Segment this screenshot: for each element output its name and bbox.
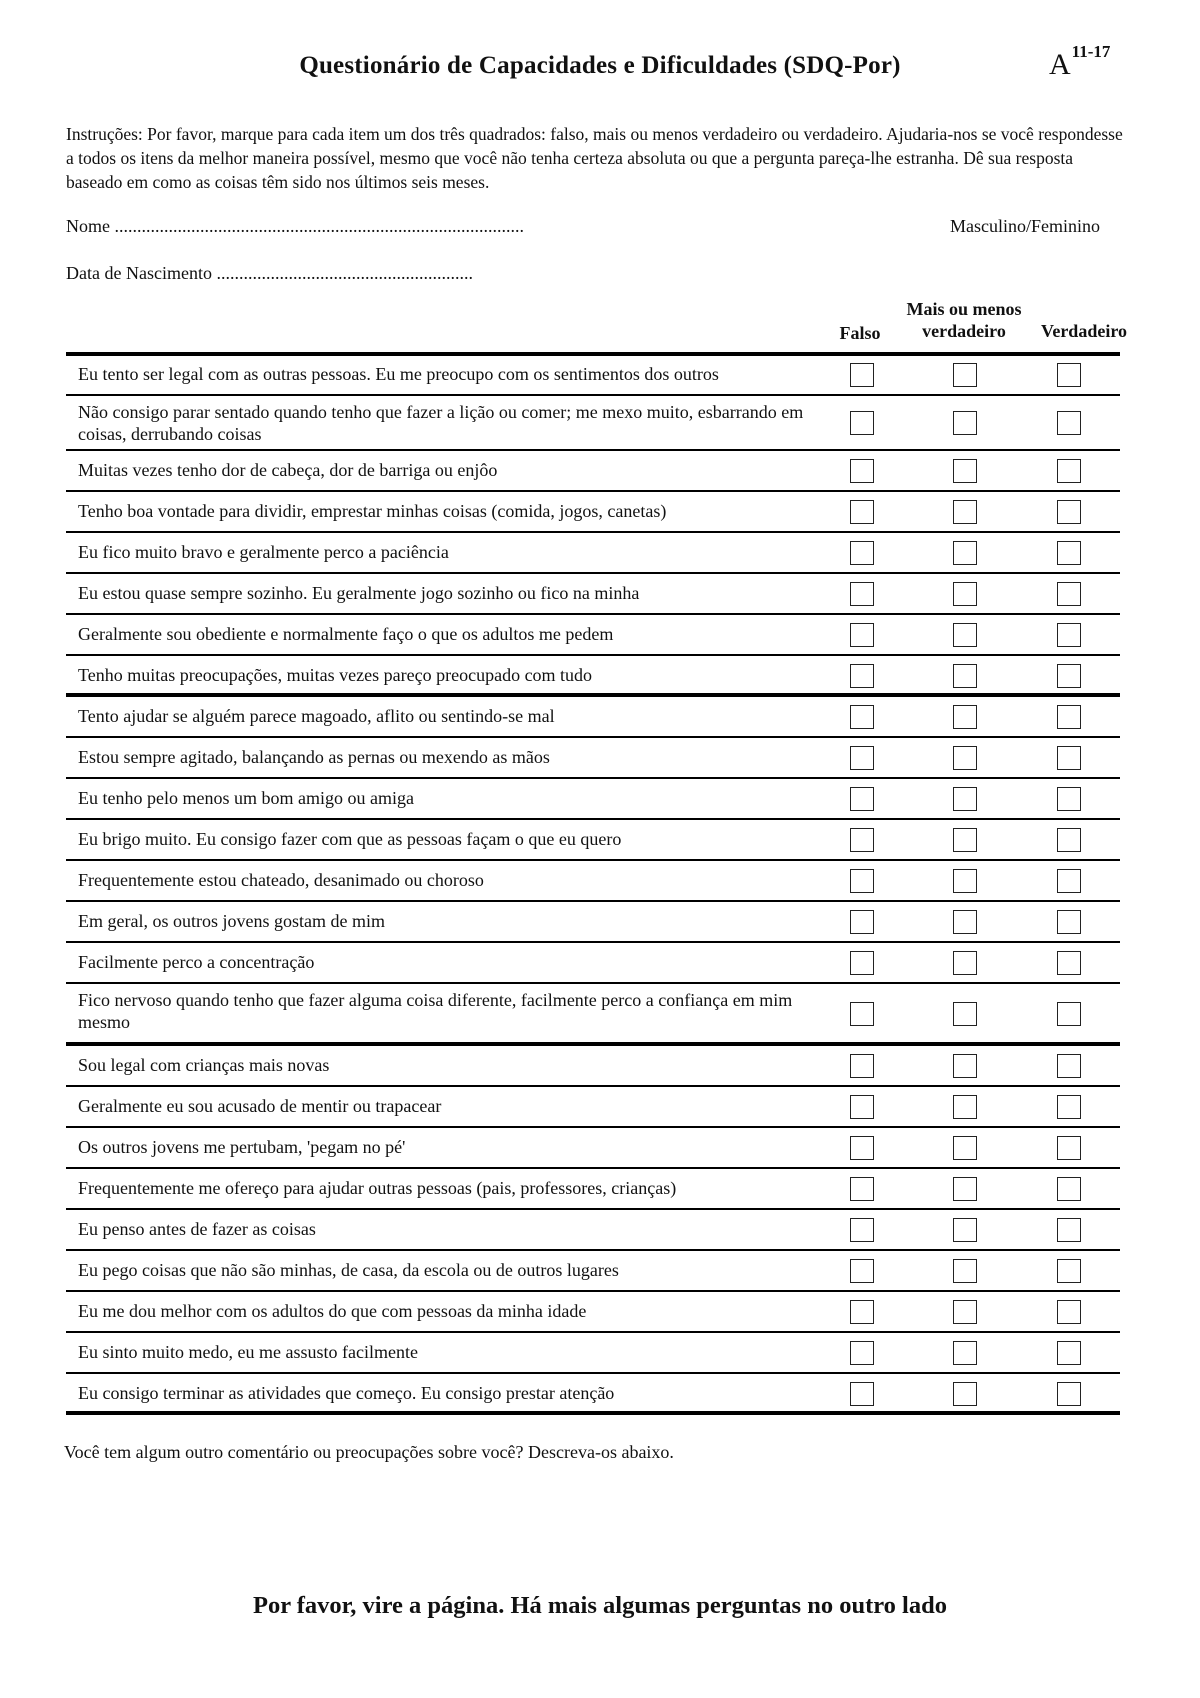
checkbox-verdadeiro[interactable] xyxy=(1057,1341,1081,1365)
item-text: Eu fico muito bravo e geralmente perco a paciência xyxy=(78,541,449,562)
item-text: Eu sinto muito medo, eu me assusto facilmente xyxy=(78,1341,418,1362)
form-code xyxy=(1049,42,1111,82)
column-header-verdadeiro: Verdadeiro xyxy=(1040,321,1127,341)
item-text: Tento ajudar se alguém parece magoado, aflito ou sentindo-se mal xyxy=(78,705,555,726)
checkbox-falso[interactable] xyxy=(850,1136,874,1160)
column-header-mais-line2: verdadeiro xyxy=(922,321,1006,341)
checkbox-falso[interactable] xyxy=(850,1382,874,1406)
checkbox-falso[interactable] xyxy=(850,459,874,483)
checkbox-mais-ou-menos[interactable] xyxy=(953,1095,977,1119)
checkbox-mais-ou-menos[interactable] xyxy=(953,1341,977,1365)
checkbox-falso[interactable] xyxy=(850,1095,874,1119)
birthdate-field[interactable]: Data de Nascimento ......................................................... xyxy=(66,263,473,283)
item-text: Eu penso antes de fazer as coisas xyxy=(78,1218,316,1239)
checkbox-mais-ou-menos[interactable] xyxy=(953,459,977,483)
item-text: Não consigo parar sentado quando tenho que fazer a lição ou comer; me mexo muito, esbarrando em coisas, derrubando coisas xyxy=(78,402,804,444)
checkbox-mais-ou-menos[interactable] xyxy=(953,582,977,606)
checkbox-falso[interactable] xyxy=(850,787,874,811)
checkbox-mais-ou-menos[interactable] xyxy=(953,363,977,387)
section-divider xyxy=(66,1042,1120,1046)
checkbox-verdadeiro[interactable] xyxy=(1057,951,1081,975)
checkbox-mais-ou-menos[interactable] xyxy=(953,910,977,934)
checkbox-verdadeiro[interactable] xyxy=(1057,1300,1081,1324)
row-divider xyxy=(66,1331,1120,1333)
checkbox-mais-ou-menos[interactable] xyxy=(953,787,977,811)
checkbox-mais-ou-menos[interactable] xyxy=(953,869,977,893)
checkbox-mais-ou-menos[interactable] xyxy=(953,746,977,770)
row-divider xyxy=(66,982,1120,984)
checkbox-mais-ou-menos[interactable] xyxy=(953,1259,977,1283)
checkbox-verdadeiro[interactable] xyxy=(1057,664,1081,688)
checkbox-mais-ou-menos[interactable] xyxy=(953,623,977,647)
checkbox-verdadeiro[interactable] xyxy=(1057,869,1081,893)
checkbox-mais-ou-menos[interactable] xyxy=(953,1218,977,1242)
item-text: Eu estou quase sempre sozinho. Eu geralmente jogo sozinho ou fico na minha xyxy=(78,582,640,603)
item-text: Tenho boa vontade para dividir, emprestar minhas coisas (comida, jogos, canetas) xyxy=(78,500,667,521)
row-divider xyxy=(66,613,1120,615)
gender-field[interactable]: Masculino/Feminino xyxy=(950,216,1100,236)
column-header-mais-line1: Mais ou menos xyxy=(906,299,1022,319)
checkbox-mais-ou-menos[interactable] xyxy=(953,411,977,435)
checkbox-verdadeiro[interactable] xyxy=(1057,1002,1081,1026)
row-divider xyxy=(66,859,1120,861)
checkbox-verdadeiro[interactable] xyxy=(1057,1054,1081,1078)
checkbox-falso[interactable] xyxy=(850,411,874,435)
row-divider xyxy=(66,531,1120,533)
item-text: Sou legal com crianças mais novas xyxy=(78,1054,330,1075)
checkbox-falso[interactable] xyxy=(850,951,874,975)
checkbox-falso[interactable] xyxy=(850,582,874,606)
checkbox-verdadeiro[interactable] xyxy=(1057,363,1081,387)
item-text: Geralmente eu sou acusado de mentir ou trapacear xyxy=(78,1095,442,1116)
checkbox-falso[interactable] xyxy=(850,746,874,770)
row-divider xyxy=(66,490,1120,492)
item-text: Frequentemente me ofereço para ajudar outras pessoas (pais, professores, crianças) xyxy=(78,1177,677,1198)
checkbox-mais-ou-menos[interactable] xyxy=(953,1177,977,1201)
table-top-rule xyxy=(66,352,1120,356)
item-text: Muitas vezes tenho dor de cabeça, dor de barriga ou enjôo xyxy=(78,459,498,480)
checkbox-falso[interactable] xyxy=(850,1002,874,1026)
form-age-range: 11-17 xyxy=(1071,42,1111,61)
item-text: Facilmente perco a concentração xyxy=(78,951,315,972)
name-field[interactable]: Nome ........................................................................................... xyxy=(66,216,524,236)
item-text: Eu me dou melhor com os adultos do que com pessoas da minha idade xyxy=(78,1300,587,1321)
checkbox-falso[interactable] xyxy=(850,1177,874,1201)
row-divider xyxy=(66,736,1120,738)
checkbox-falso[interactable] xyxy=(850,1054,874,1078)
checkbox-falso[interactable] xyxy=(850,623,874,647)
checkbox-verdadeiro[interactable] xyxy=(1057,787,1081,811)
section-divider xyxy=(66,693,1120,697)
checkbox-verdadeiro[interactable] xyxy=(1057,1218,1081,1242)
section-divider xyxy=(66,1411,1120,1415)
checkbox-verdadeiro[interactable] xyxy=(1057,746,1081,770)
checkbox-falso[interactable] xyxy=(850,705,874,729)
row-divider xyxy=(66,1372,1120,1374)
checkbox-verdadeiro[interactable] xyxy=(1057,1095,1081,1119)
row-divider xyxy=(66,777,1120,779)
checkbox-falso[interactable] xyxy=(850,363,874,387)
form-letter: A xyxy=(1049,48,1071,81)
checkbox-mais-ou-menos[interactable] xyxy=(953,1382,977,1406)
row-divider xyxy=(66,449,1120,451)
row-divider xyxy=(66,1126,1120,1128)
checkbox-verdadeiro[interactable] xyxy=(1057,1382,1081,1406)
checkbox-verdadeiro[interactable] xyxy=(1057,828,1081,852)
item-text: Estou sempre agitado, balançando as pernas ou mexendo as mãos xyxy=(78,746,550,767)
checkbox-mais-ou-menos[interactable] xyxy=(953,1054,977,1078)
item-text: Eu tenho pelo menos um bom amigo ou amiga xyxy=(78,787,414,808)
item-text: Geralmente sou obediente e normalmente faço o que os adultos me pedem xyxy=(78,623,614,644)
column-header-mais-ou-menos xyxy=(894,298,1034,342)
checkbox-falso[interactable] xyxy=(850,910,874,934)
row-divider xyxy=(66,900,1120,902)
checkbox-verdadeiro[interactable] xyxy=(1057,411,1081,435)
row-divider xyxy=(66,1208,1120,1210)
checkbox-falso[interactable] xyxy=(850,1259,874,1283)
checkbox-verdadeiro[interactable] xyxy=(1057,910,1081,934)
item-text: Em geral, os outros jovens gostam de mim xyxy=(78,910,385,931)
checkbox-falso[interactable] xyxy=(850,869,874,893)
checkbox-verdadeiro[interactable] xyxy=(1057,705,1081,729)
page-title: Questionário de Capacidades e Dificuldades (SDQ-Por) xyxy=(299,52,901,79)
item-text: Fico nervoso quando tenho que fazer alguma coisa diferente, facilmente perco a confiança em mim mesmo xyxy=(78,990,793,1032)
instructions: Instruções: Por favor, marque para cada item um dos três quadrados: falso, mais ou menos verdadeiro ou verdadeiro. Ajudaria-nos se você respondesse a todos os itens da melhor maneira possível, mesmo que você não tenha certeza absoluta ou que a pergunta pareça-lhe estranha. Dê sua resposta baseado em como as coisas têm sido nos últimos seis meses. xyxy=(66,124,1123,192)
row-divider xyxy=(66,818,1120,820)
comments-prompt: Você tem algum outro comentário ou preocupações sobre você? Descreva-os abaixo. xyxy=(64,1442,674,1462)
checkbox-falso[interactable] xyxy=(850,1300,874,1324)
item-text: Tenho muitas preocupações, muitas vezes pareço preocupado com tudo xyxy=(78,664,593,685)
column-header-falso: Falso xyxy=(839,323,881,343)
checkbox-verdadeiro[interactable] xyxy=(1057,500,1081,524)
row-divider xyxy=(66,1249,1120,1251)
checkbox-mais-ou-menos[interactable] xyxy=(953,1136,977,1160)
checkbox-verdadeiro[interactable] xyxy=(1057,623,1081,647)
row-divider xyxy=(66,1290,1120,1292)
row-divider xyxy=(66,1085,1120,1087)
checkbox-mais-ou-menos[interactable] xyxy=(953,541,977,565)
item-text: Eu pego coisas que não são minhas, de casa, da escola ou de outros lugares xyxy=(78,1259,619,1280)
checkbox-verdadeiro[interactable] xyxy=(1057,1259,1081,1283)
checkbox-falso[interactable] xyxy=(850,541,874,565)
checkbox-verdadeiro[interactable] xyxy=(1057,1136,1081,1160)
checkbox-mais-ou-menos[interactable] xyxy=(953,500,977,524)
item-text: Eu brigo muito. Eu consigo fazer com que as pessoas façam o que eu quero xyxy=(78,828,622,849)
checkbox-falso[interactable] xyxy=(850,1341,874,1365)
row-divider xyxy=(66,1167,1120,1169)
item-text: Eu consigo terminar as atividades que começo. Eu consigo prestar atenção xyxy=(78,1382,615,1403)
checkbox-verdadeiro[interactable] xyxy=(1057,1177,1081,1201)
checkbox-verdadeiro[interactable] xyxy=(1057,582,1081,606)
row-divider xyxy=(66,394,1120,396)
item-text: Frequentemente estou chateado, desanimado ou choroso xyxy=(78,869,484,890)
checkbox-mais-ou-menos[interactable] xyxy=(953,828,977,852)
checkbox-falso[interactable] xyxy=(850,500,874,524)
row-divider xyxy=(66,572,1120,574)
checkbox-mais-ou-menos[interactable] xyxy=(953,1300,977,1324)
checkbox-mais-ou-menos[interactable] xyxy=(953,1002,977,1026)
checkbox-falso[interactable] xyxy=(850,1218,874,1242)
checkbox-mais-ou-menos[interactable] xyxy=(953,705,977,729)
checkbox-falso[interactable] xyxy=(850,664,874,688)
footer-note: Por favor, vire a página. Há mais algumas perguntas no outro lado xyxy=(252,1592,947,1619)
checkbox-verdadeiro[interactable] xyxy=(1057,459,1081,483)
checkbox-mais-ou-menos[interactable] xyxy=(953,664,977,688)
checkbox-verdadeiro[interactable] xyxy=(1057,541,1081,565)
row-divider xyxy=(66,654,1120,656)
row-divider xyxy=(66,941,1120,943)
checkbox-mais-ou-menos[interactable] xyxy=(953,951,977,975)
checkbox-falso[interactable] xyxy=(850,828,874,852)
item-text: Os outros jovens me pertubam, 'pegam no pé' xyxy=(78,1136,406,1157)
item-text: Eu tento ser legal com as outras pessoas. Eu me preocupo com os sentimentos dos outros xyxy=(78,364,719,384)
